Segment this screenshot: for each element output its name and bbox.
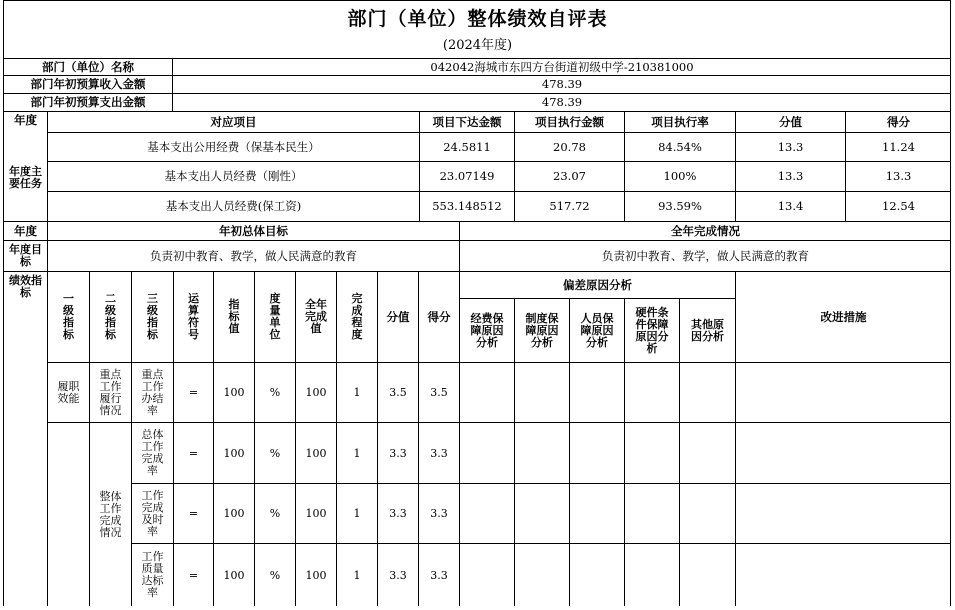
indicator-operator: = bbox=[188, 446, 199, 460]
tasks-header-points: 分值 bbox=[779, 114, 802, 129]
indicator-level1: 履职效能 bbox=[57, 379, 80, 405]
indicator-level3: 重点工作办结率 bbox=[141, 367, 164, 417]
tasks-side-top: 年度 bbox=[14, 112, 37, 127]
indicator-header-actual: 全年完成值 bbox=[305, 298, 327, 335]
indicator-header-level1: 一级指标 bbox=[63, 292, 74, 341]
tasks-header-project: 对应项目 bbox=[210, 114, 257, 129]
dept-expense-label: 部门年初预算支出金额 bbox=[30, 95, 146, 109]
indicator-level2: 整体工作完成情况 bbox=[99, 489, 122, 539]
completion-header: 全年完成情况 bbox=[671, 223, 740, 238]
indicator-score: 3.3 bbox=[430, 568, 448, 582]
deviation-system: 制度保障原因分析 bbox=[525, 311, 559, 349]
task-points: 13.4 bbox=[777, 199, 804, 213]
indicator-level3: 总体工作完成率 bbox=[141, 428, 164, 477]
task-rate: 84.54% bbox=[658, 139, 702, 154]
indicator-header-level3: 三级指标 bbox=[147, 292, 158, 341]
indicator-actual: 100 bbox=[305, 446, 327, 460]
goals-year-label: 年度 bbox=[14, 223, 37, 238]
task-score: 11.24 bbox=[882, 139, 915, 154]
tasks-header-executed: 项目执行金额 bbox=[535, 114, 604, 129]
dept-income-value: 478.39 bbox=[541, 77, 583, 91]
dept-name-value: 042042海城市东四方台街道初级中学-210381000 bbox=[430, 59, 694, 74]
tasks-header-rate: 项目执行率 bbox=[651, 114, 709, 129]
deviation-header: 偏差原因分析 bbox=[563, 277, 632, 292]
completion-text: 负责初中教育、教学，做人民满意的教育 bbox=[602, 248, 809, 263]
task-executed: 517.72 bbox=[549, 199, 590, 213]
task-project: 基本支出人员经费（刚性） bbox=[164, 169, 303, 183]
indicator-points: 3.3 bbox=[389, 568, 407, 582]
goal-side-label: 年度目标 bbox=[9, 243, 42, 268]
goal-text: 负责初中教育、教学，做人民满意的教育 bbox=[150, 248, 357, 263]
indicator-degree: 1 bbox=[353, 507, 361, 520]
indicator-score: 3.3 bbox=[430, 507, 448, 520]
task-rate: 100% bbox=[663, 169, 697, 183]
indicator-unit: % bbox=[269, 386, 281, 399]
indicator-actual: 100 bbox=[305, 386, 327, 399]
indicator-actual: 100 bbox=[305, 507, 327, 520]
indicator-actual: 100 bbox=[305, 568, 327, 582]
indicator-header-degree: 完成程度 bbox=[351, 292, 363, 341]
indicator-level3: 工作完成及时率 bbox=[141, 488, 164, 538]
task-allocated: 553.148512 bbox=[432, 199, 502, 213]
tasks-side-label: 年度主要任务 bbox=[9, 165, 42, 190]
goal-header: 年初总体目标 bbox=[219, 223, 288, 238]
indicator-operator: = bbox=[188, 507, 199, 520]
deviation-hardware: 硬件条件保障原因分析 bbox=[635, 305, 669, 355]
improvement-header: 改进措施 bbox=[820, 309, 867, 324]
deviation-funding: 经费保障原因分析 bbox=[470, 311, 504, 349]
indicator-score: 3.3 bbox=[430, 446, 448, 460]
indicator-target: 100 bbox=[223, 386, 245, 399]
indicator-header-unit: 度量单位 bbox=[269, 292, 281, 341]
indicator-level3: 工作质量达标率 bbox=[141, 550, 164, 599]
indicator-points: 3.3 bbox=[389, 507, 407, 520]
page-title: 部门（单位）整体绩效自评表 bbox=[347, 8, 608, 30]
indicator-target: 100 bbox=[223, 507, 245, 520]
indicators-side-label: 绩效指标 bbox=[9, 274, 42, 299]
indicator-unit: % bbox=[269, 446, 281, 460]
indicator-header-operator: 运算符号 bbox=[188, 292, 199, 341]
task-points: 13.3 bbox=[777, 139, 804, 154]
indicator-header-target: 指标值 bbox=[228, 298, 240, 335]
task-project: 基本支出人员经费(保工资) bbox=[165, 199, 302, 213]
indicator-degree: 1 bbox=[353, 568, 361, 582]
indicator-points: 3.3 bbox=[389, 446, 407, 460]
task-score: 13.3 bbox=[885, 169, 912, 183]
indicator-degree: 1 bbox=[353, 386, 361, 399]
task-allocated: 23.07149 bbox=[439, 169, 495, 183]
indicator-target: 100 bbox=[223, 446, 245, 460]
indicator-unit: % bbox=[269, 507, 281, 520]
task-points: 13.3 bbox=[777, 169, 804, 183]
tasks-header-allocated: 项目下达金额 bbox=[432, 114, 502, 129]
task-executed: 20.78 bbox=[553, 139, 586, 154]
indicator-unit: % bbox=[269, 568, 281, 582]
task-executed: 23.07 bbox=[553, 169, 586, 183]
dept-name-label: 部门（单位）名称 bbox=[42, 59, 134, 74]
indicator-header-points: 分值 bbox=[386, 309, 410, 324]
task-score: 12.54 bbox=[882, 199, 915, 213]
year-subtitle: (2024年度) bbox=[442, 38, 513, 53]
indicator-target: 100 bbox=[223, 568, 245, 582]
deviation-other: 其他原因分析 bbox=[691, 317, 724, 343]
indicator-operator: = bbox=[188, 568, 199, 582]
dept-income-label: 部门年初预算收入金额 bbox=[30, 77, 146, 91]
indicator-score: 3.5 bbox=[430, 386, 448, 399]
dept-expense-value: 478.39 bbox=[541, 95, 583, 109]
indicator-degree: 1 bbox=[353, 446, 361, 460]
deviation-personnel: 人员保障原因分析 bbox=[580, 311, 614, 349]
indicator-points: 3.5 bbox=[389, 386, 407, 399]
task-project: 基本支出公用经费（保基本民生） bbox=[147, 139, 320, 154]
indicator-operator: = bbox=[188, 386, 199, 399]
task-allocated: 24.5811 bbox=[443, 139, 491, 154]
tasks-header-score: 得分 bbox=[887, 114, 910, 129]
indicator-header-level2: 二级指标 bbox=[105, 292, 116, 341]
indicator-header-score: 得分 bbox=[427, 309, 451, 324]
indicator-level2: 重点工作履行情况 bbox=[99, 367, 122, 417]
task-rate: 93.59% bbox=[658, 199, 702, 213]
